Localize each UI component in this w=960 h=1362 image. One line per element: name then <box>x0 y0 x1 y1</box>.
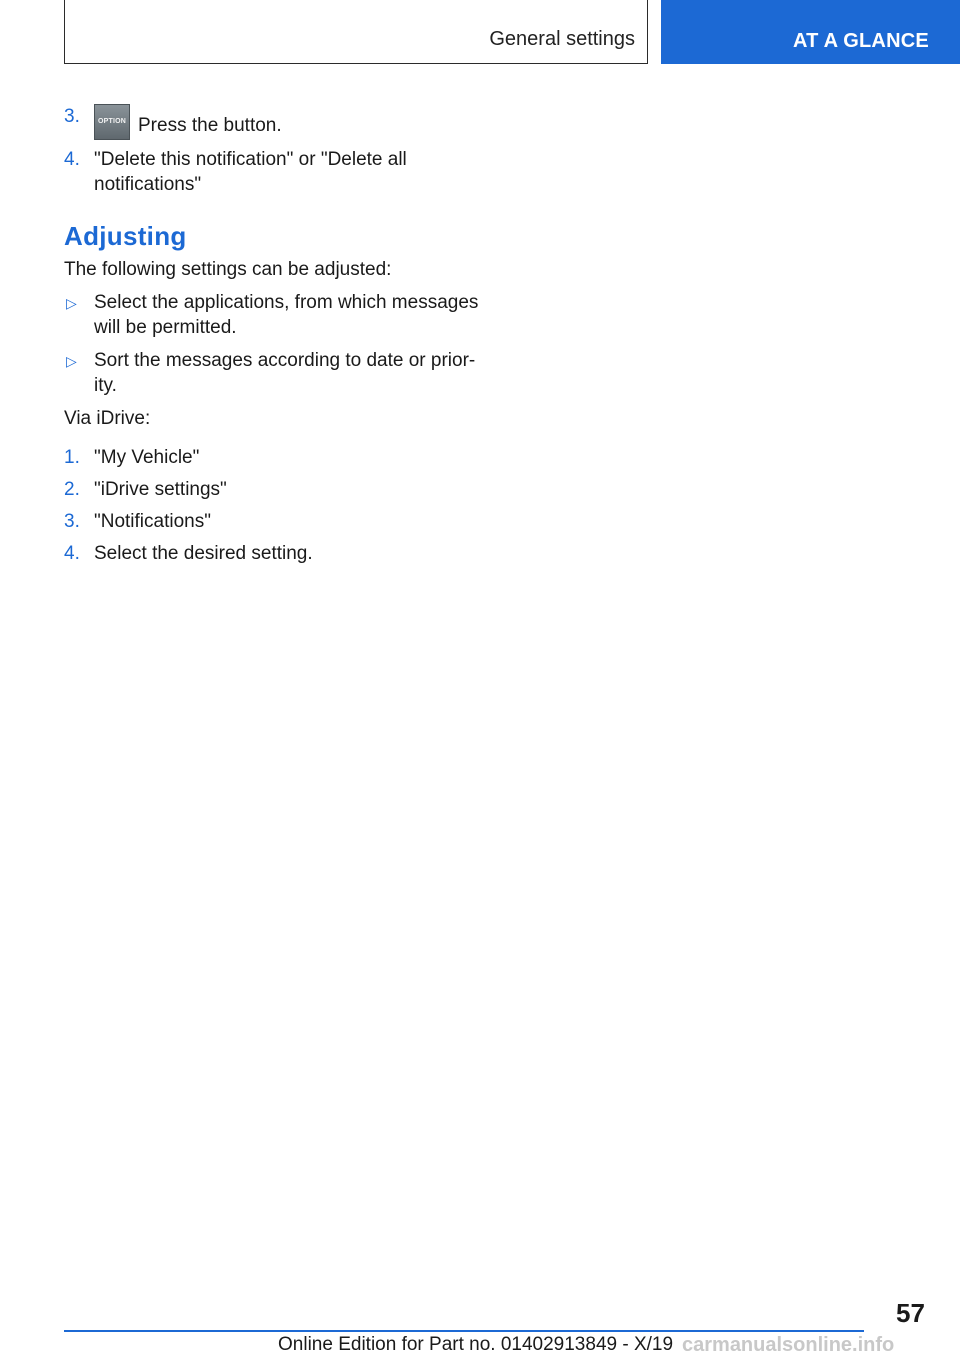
intro-text: The following settings can be adjusted: <box>64 259 392 280</box>
bullet-item <box>64 290 484 340</box>
option-button-icon <box>94 104 130 140</box>
footer-edition-text: Online Edition for Part no. 01402913849 - X/19 <box>278 1334 674 1355</box>
option-button-label: OPTION <box>97 118 127 125</box>
page-content <box>64 104 484 573</box>
step-item <box>64 541 484 566</box>
step-item <box>64 477 484 502</box>
bullet-text: Sort the messages according to date or priority. <box>94 350 476 396</box>
step-number: 4. <box>64 543 80 564</box>
triangle-bullet-icon: ▷ <box>66 353 77 369</box>
section-heading: Adjusting <box>64 221 187 251</box>
step-item <box>64 509 484 534</box>
step-number: 2. <box>64 479 80 500</box>
triangle-bullet-icon: ▷ <box>66 295 77 311</box>
step-text: Press the button. <box>138 115 282 136</box>
step-text: "Notifications" <box>94 511 211 532</box>
footer-divider <box>64 1330 864 1332</box>
step-text: Select the desired setting. <box>94 543 313 564</box>
step-number: 3. <box>64 511 80 532</box>
header-section-title: General settings <box>489 28 635 50</box>
step-item <box>64 147 484 197</box>
watermark-text: carmanualsonline.info <box>682 1334 895 1356</box>
bullet-text: Select the applications, from which messages will be permitted. <box>94 292 479 338</box>
step-number: 3. <box>64 106 80 127</box>
bullet-item <box>64 348 484 398</box>
page-number: 57 <box>896 1298 925 1328</box>
via-idrive-text: Via iDrive: <box>64 408 151 429</box>
step-item <box>64 104 484 140</box>
step-number: 1. <box>64 447 80 468</box>
step-text: "iDrive settings" <box>94 479 227 500</box>
header-chapter-tab[interactable]: AT A GLANCE <box>661 0 960 64</box>
step-item <box>64 445 484 470</box>
step-number: 4. <box>64 149 80 170</box>
step-text: "Delete this notification" or "Delete all notifications" <box>94 149 407 195</box>
step-text: "My Vehicle" <box>94 447 200 468</box>
